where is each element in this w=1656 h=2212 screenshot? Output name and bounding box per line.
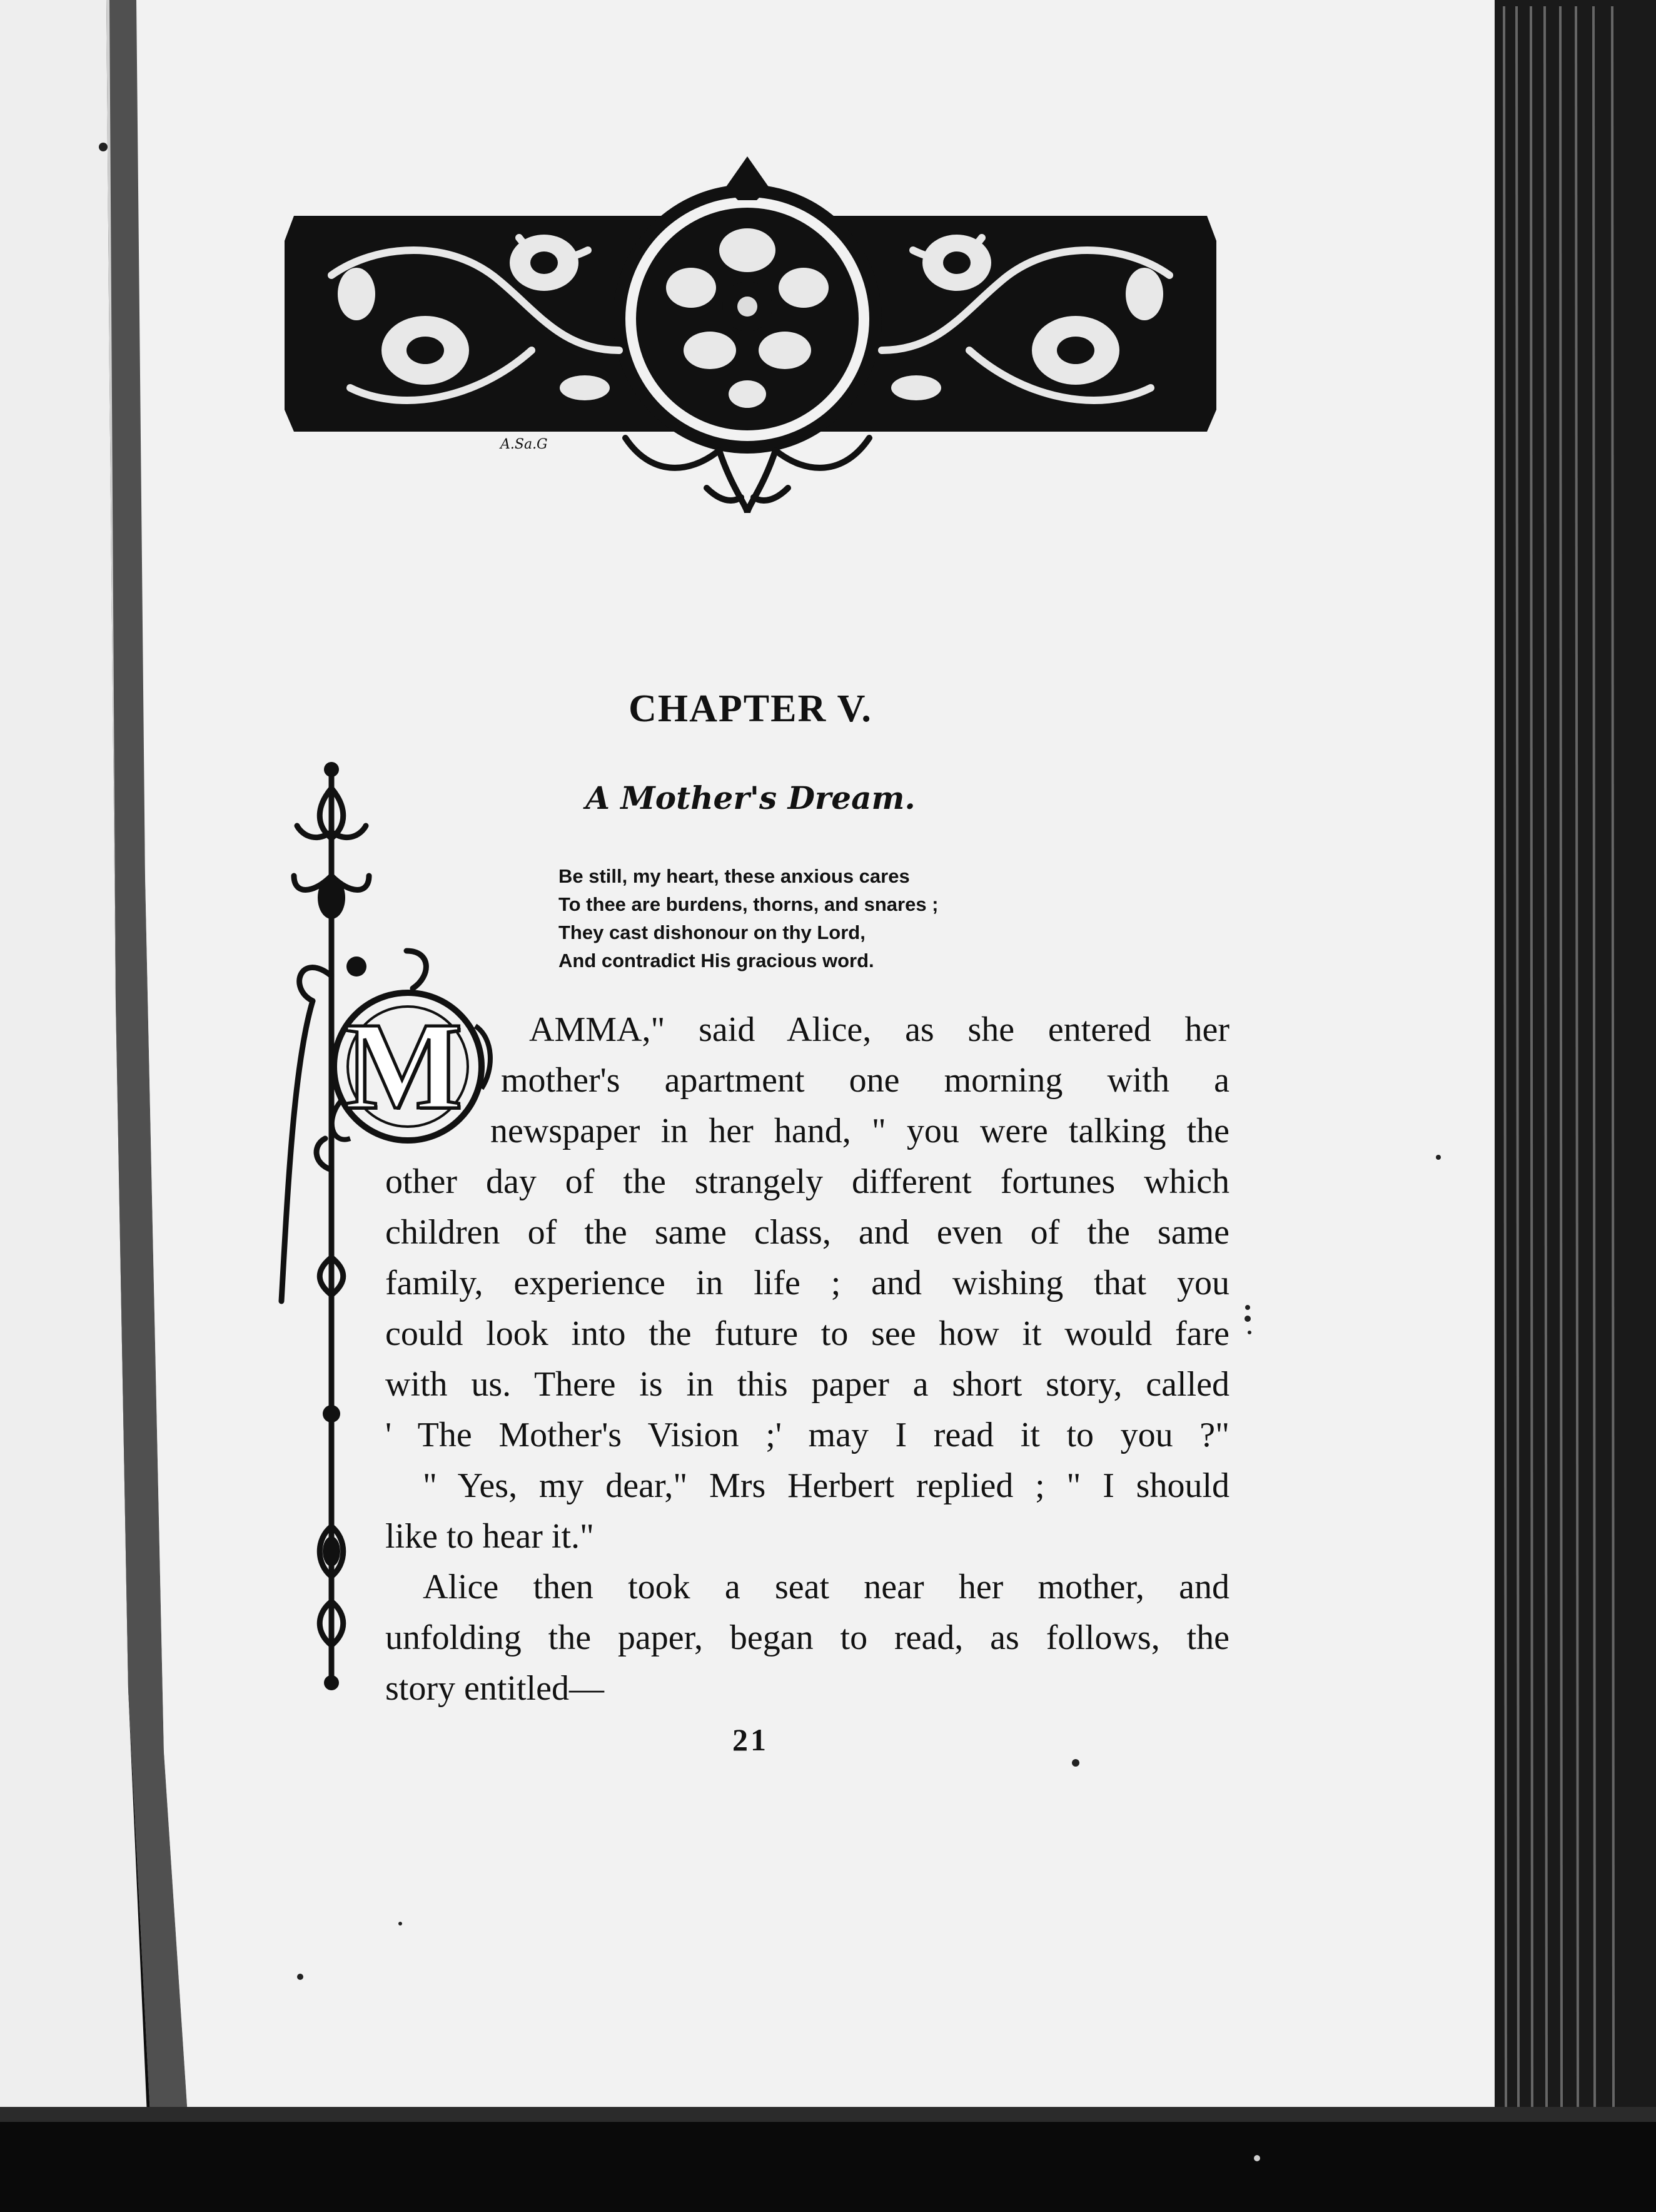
illustrator-signature: A.Sa.G <box>500 437 548 452</box>
body-line: like to hear it." <box>385 1517 594 1556</box>
body-line: children of the same class, and even of the same <box>385 1213 1229 1252</box>
body-line: ' The Mother's Vision ;' may I read it to you ?" <box>385 1416 1229 1454</box>
body-line: family, experience in life ; and wishing that you <box>385 1264 1229 1302</box>
epigraph-line: They cast dishonour on thy Lord, <box>558 921 866 943</box>
body-line: newspaper in her hand, " you were talking the <box>490 1112 1229 1150</box>
body-line: " Yes, my dear," Mrs Herbert replied ; " I should <box>423 1466 1229 1505</box>
body-line: could look into the future to see how it would fare <box>385 1314 1229 1353</box>
epigraph-line: Be still, my heart, these anxious cares <box>558 865 910 887</box>
body-line: Alice then took a seat near her mother, and <box>423 1568 1229 1606</box>
epigraph-line: And contradict His gracious word. <box>558 950 874 972</box>
chapter-title: CHAPTER V. <box>629 687 872 730</box>
body-line: unfolding the paper, began to read, as follows, the <box>385 1618 1229 1657</box>
epigraph-line: To thee are burdens, thorns, and snares ; <box>558 893 939 915</box>
body-text <box>385 1005 1229 1714</box>
body-line: mother's apartment one morning with a <box>501 1061 1229 1100</box>
drop-cap-initial: M <box>344 997 463 1135</box>
body-line: story entitled— <box>385 1669 604 1708</box>
chapter-subtitle: A Mother's Dream. <box>585 779 916 816</box>
epigraph <box>558 862 1121 975</box>
body-line: other day of the strangely different fortunes which <box>385 1162 1229 1201</box>
body-line: with us. There is in this paper a short story, called <box>385 1365 1229 1404</box>
page-number: 21 <box>732 1722 769 1757</box>
vine-bud <box>324 762 339 777</box>
body-line: AMMA," said Alice, as she entered her <box>529 1010 1229 1049</box>
